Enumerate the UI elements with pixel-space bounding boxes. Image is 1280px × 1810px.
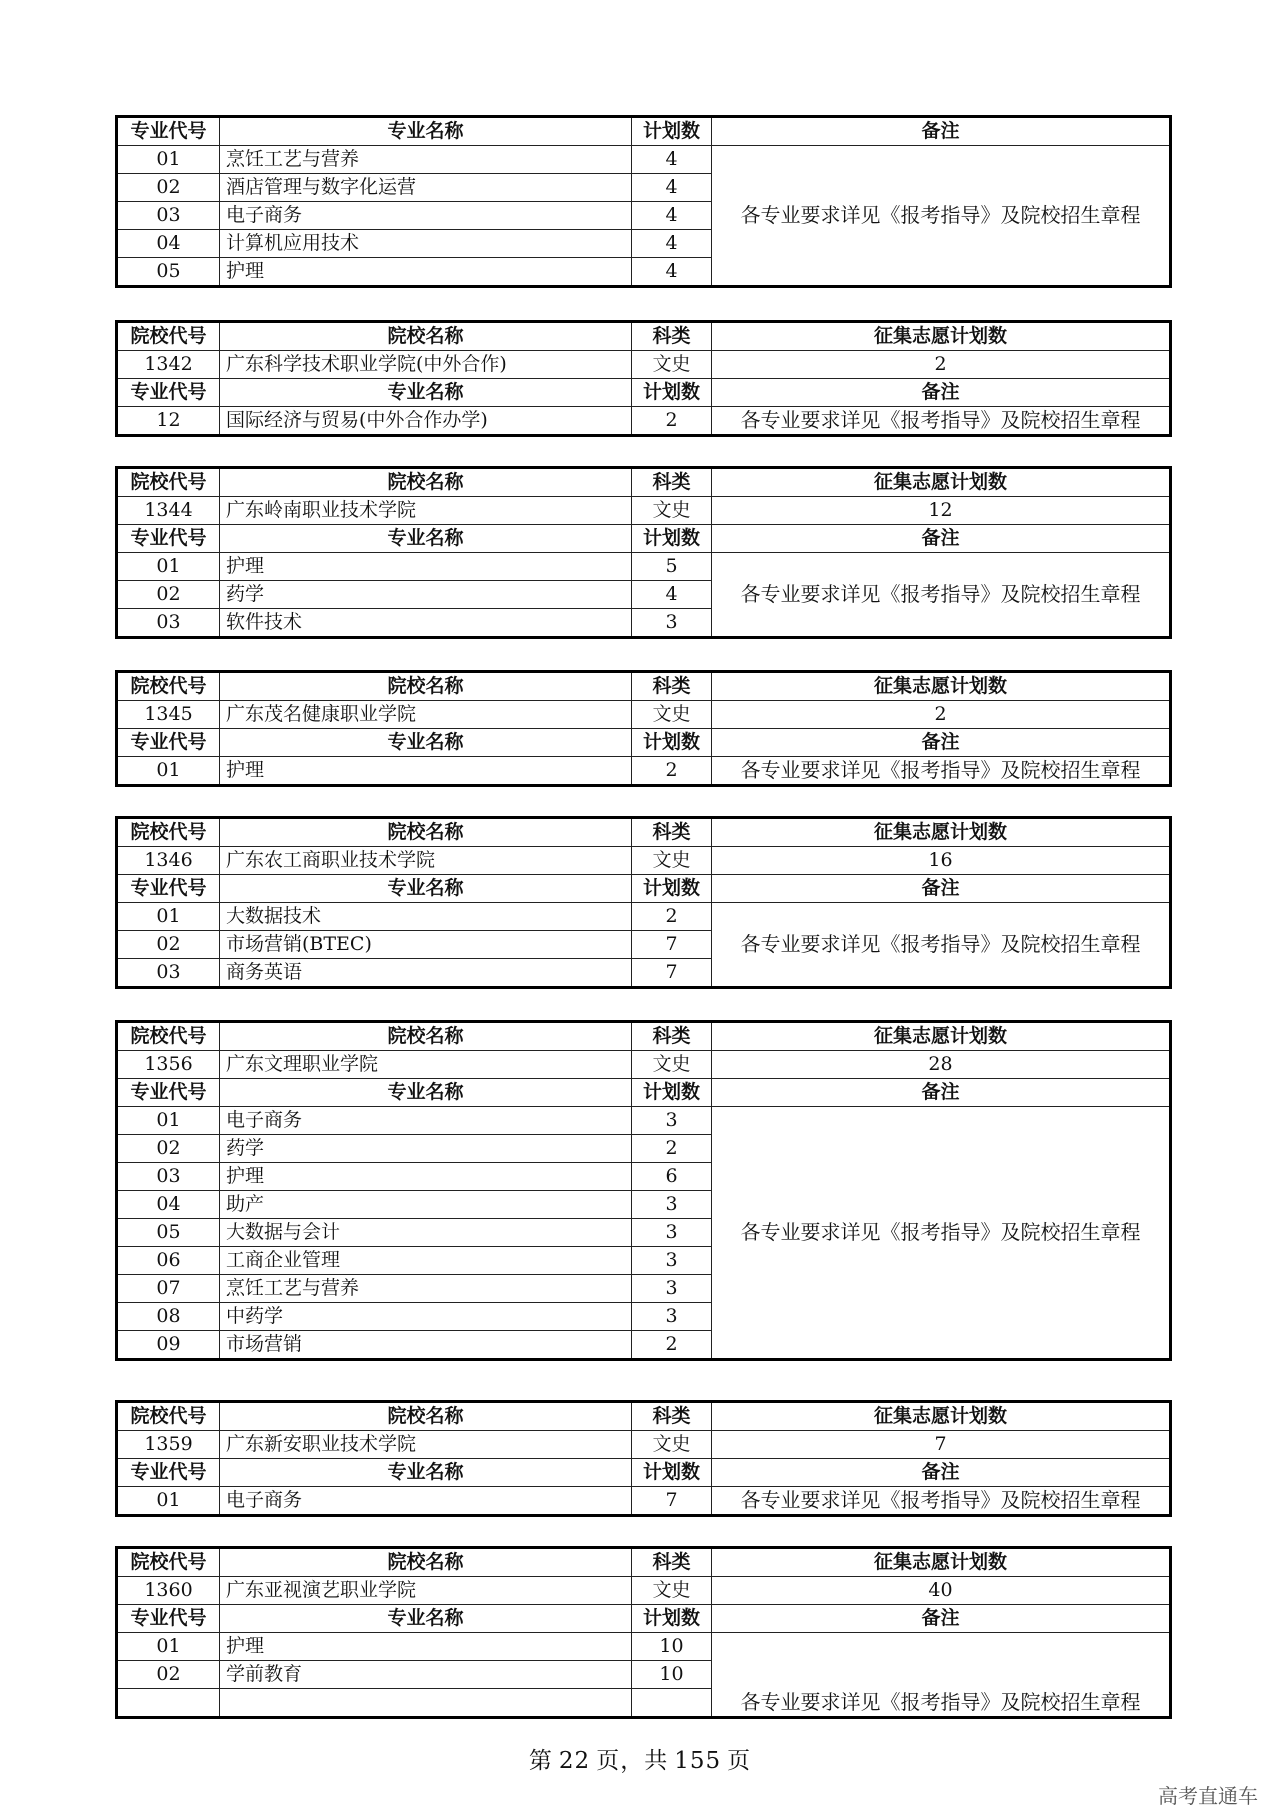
school-code-header: 院校代号 <box>117 468 220 497</box>
plan-count-header: 计划数 <box>632 1605 712 1633</box>
remark-header: 备注 <box>712 1459 1171 1487</box>
category: 文史 <box>632 351 712 379</box>
plan-count: 2 <box>632 1331 712 1360</box>
major-name: 电子商务 <box>220 1487 632 1516</box>
school-row <box>117 1431 1171 1459</box>
school-header-row <box>117 1022 1171 1051</box>
plan-total-header: 征集志愿计划数 <box>712 322 1171 351</box>
remark-header: 备注 <box>712 1605 1171 1633</box>
category-header: 科类 <box>632 1548 712 1577</box>
major-name: 国际经济与贸易(中外合作办学) <box>220 407 632 436</box>
school-header-row <box>117 1402 1171 1431</box>
category: 文史 <box>632 1577 712 1605</box>
category: 文史 <box>632 701 712 729</box>
plan-total-header: 征集志愿计划数 <box>712 672 1171 701</box>
plan-count-header: 计划数 <box>632 117 712 146</box>
plan-count: 4 <box>632 581 712 609</box>
major-code: 02 <box>117 1135 220 1163</box>
major-code: 07 <box>117 1275 220 1303</box>
remark-cell: 各专业要求详见《报考指导》及院校招生章程 <box>712 1633 1171 1718</box>
major-name: 药学 <box>220 1135 632 1163</box>
major-name: 市场营销 <box>220 1331 632 1360</box>
school-code-header: 院校代号 <box>117 672 220 701</box>
table-row <box>117 407 1171 436</box>
remark-header: 备注 <box>712 117 1171 146</box>
major-name: 市场营销(BTEC) <box>220 931 632 959</box>
major-name: 电子商务 <box>220 1107 632 1135</box>
major-name-header: 专业名称 <box>220 1079 632 1107</box>
remark-header: 备注 <box>712 379 1171 407</box>
major-name: 大数据与会计 <box>220 1219 632 1247</box>
major-header-row <box>117 1079 1171 1107</box>
major-code: 01 <box>117 553 220 581</box>
watermark: 高考直通车 <box>1158 1784 1258 1808</box>
category-header: 科类 <box>632 1402 712 1431</box>
plan-count: 4 <box>632 202 712 230</box>
remark-header: 备注 <box>712 875 1171 903</box>
major-code-header: 专业代号 <box>117 1459 220 1487</box>
major-header-row <box>117 729 1171 757</box>
school-table-1346 <box>115 816 1172 989</box>
major-name: 商务英语 <box>220 959 632 988</box>
school-code-header: 院校代号 <box>117 818 220 847</box>
table-row <box>117 553 1171 581</box>
major-name: 烹饪工艺与营养 <box>220 146 632 174</box>
school-code: 1359 <box>117 1431 220 1459</box>
plan-total-header: 征集志愿计划数 <box>712 1548 1171 1577</box>
plan-count: 6 <box>632 1163 712 1191</box>
major-name: 药学 <box>220 581 632 609</box>
plan-total: 2 <box>712 701 1171 729</box>
school-code: 1345 <box>117 701 220 729</box>
major-code: 01 <box>117 1107 220 1135</box>
plan-count-header: 计划数 <box>632 525 712 553</box>
school-code: 1344 <box>117 497 220 525</box>
major-code-header: 专业代号 <box>117 1605 220 1633</box>
school-table-1359 <box>115 1400 1172 1517</box>
major-name: 护理 <box>220 757 632 786</box>
school-header-row <box>117 818 1171 847</box>
school-name: 广东新安职业技术学院 <box>220 1431 632 1459</box>
major-code: 01 <box>117 757 220 786</box>
major-code-header: 专业代号 <box>117 1079 220 1107</box>
major-name: 软件技术 <box>220 609 632 638</box>
major-code: 01 <box>117 1633 220 1661</box>
plan-count: 2 <box>632 903 712 931</box>
category-header: 科类 <box>632 1022 712 1051</box>
major-header-row <box>117 117 1171 146</box>
major-name: 工商企业管理 <box>220 1247 632 1275</box>
major-name: 助产 <box>220 1191 632 1219</box>
plan-count: 5 <box>632 553 712 581</box>
school-row <box>117 351 1171 379</box>
plan-count: 7 <box>632 931 712 959</box>
major-name: 护理 <box>220 1633 632 1661</box>
school-header-row <box>117 322 1171 351</box>
major-header-row <box>117 1459 1171 1487</box>
major-name: 烹饪工艺与营养 <box>220 1275 632 1303</box>
school-code-header: 院校代号 <box>117 1402 220 1431</box>
category-header: 科类 <box>632 672 712 701</box>
school-name: 广东岭南职业技术学院 <box>220 497 632 525</box>
table-row <box>117 1107 1171 1135</box>
remark-header: 备注 <box>712 729 1171 757</box>
major-header-row <box>117 379 1171 407</box>
remark-cell: 各专业要求详见《报考指导》及院校招生章程 <box>712 903 1171 988</box>
school-header-row <box>117 468 1171 497</box>
plan-count: 4 <box>632 258 712 287</box>
plan-count: 2 <box>632 1135 712 1163</box>
plan-count: 4 <box>632 230 712 258</box>
remark-cell: 各专业要求详见《报考指导》及院校招生章程 <box>712 553 1171 638</box>
remark-cell: 各专业要求详见《报考指导》及院校招生章程 <box>712 757 1171 786</box>
school-row <box>117 497 1171 525</box>
plan-count: 7 <box>632 1487 712 1516</box>
plan-total-header: 征集志愿计划数 <box>712 468 1171 497</box>
major-code: 06 <box>117 1247 220 1275</box>
remark-header: 备注 <box>712 1079 1171 1107</box>
school-name-header: 院校名称 <box>220 672 632 701</box>
school-table-1356 <box>115 1020 1172 1361</box>
school-row <box>117 1577 1171 1605</box>
school-row <box>117 847 1171 875</box>
school-name-header: 院校名称 <box>220 818 632 847</box>
category-header: 科类 <box>632 818 712 847</box>
plan-total: 12 <box>712 497 1171 525</box>
school-name-header: 院校名称 <box>220 1402 632 1431</box>
major-code: 01 <box>117 903 220 931</box>
page-cut-container <box>115 1546 1169 1714</box>
major-code: 09 <box>117 1331 220 1360</box>
school-name: 广东科学技术职业学院(中外合作) <box>220 351 632 379</box>
plan-count: 7 <box>632 959 712 988</box>
major-header-row <box>117 875 1171 903</box>
remark-cell: 各专业要求详见《报考指导》及院校招生章程 <box>712 146 1171 287</box>
school-name-header: 院校名称 <box>220 1548 632 1577</box>
remark-cell: 各专业要求详见《报考指导》及院校招生章程 <box>712 407 1171 436</box>
major-code: 03 <box>117 202 220 230</box>
page-number <box>0 1742 1280 1775</box>
school-name: 广东茂名健康职业学院 <box>220 701 632 729</box>
school-code: 1356 <box>117 1051 220 1079</box>
plan-count: 3 <box>632 1219 712 1247</box>
page-suffix: 页 <box>727 1748 752 1774</box>
page-middle: 页，共 <box>596 1748 669 1774</box>
plan-count: 3 <box>632 1303 712 1331</box>
plan-count-header: 计划数 <box>632 1079 712 1107</box>
remark-cell: 各专业要求详见《报考指导》及院校招生章程 <box>712 1107 1171 1360</box>
major-code: 01 <box>117 1487 220 1516</box>
school-name: 广东亚视演艺职业学院 <box>220 1577 632 1605</box>
plan-count <box>632 1689 712 1718</box>
major-name: 护理 <box>220 553 632 581</box>
school-code: 1346 <box>117 847 220 875</box>
major-name-header: 专业名称 <box>220 379 632 407</box>
plan-count-header: 计划数 <box>632 875 712 903</box>
plan-total-header: 征集志愿计划数 <box>712 818 1171 847</box>
category: 文史 <box>632 847 712 875</box>
major-name-header: 专业名称 <box>220 1459 632 1487</box>
school-name: 广东文理职业学院 <box>220 1051 632 1079</box>
major-name-header: 专业名称 <box>220 729 632 757</box>
plan-total: 7 <box>712 1431 1171 1459</box>
major-code-header: 专业代号 <box>117 729 220 757</box>
table-row <box>117 903 1171 931</box>
major-name: 学前教育 <box>220 1661 632 1689</box>
school-header-row <box>117 672 1171 701</box>
major-code: 02 <box>117 174 220 202</box>
current-page: 22 <box>558 1748 591 1774</box>
school-row <box>117 1051 1171 1079</box>
school-code-header: 院校代号 <box>117 322 220 351</box>
major-code: 04 <box>117 230 220 258</box>
major-header-row <box>117 525 1171 553</box>
major-code-header: 专业代号 <box>117 379 220 407</box>
major-code <box>117 1689 220 1718</box>
plan-count: 3 <box>632 1107 712 1135</box>
plan-total: 16 <box>712 847 1171 875</box>
school-row <box>117 701 1171 729</box>
remark-cell: 各专业要求详见《报考指导》及院校招生章程 <box>712 1487 1171 1516</box>
plan-total: 40 <box>712 1577 1171 1605</box>
school-code-header: 院校代号 <box>117 1548 220 1577</box>
plan-count: 3 <box>632 1191 712 1219</box>
major-code: 05 <box>117 258 220 287</box>
remark-header: 备注 <box>712 525 1171 553</box>
school-table-1342 <box>115 320 1172 437</box>
major-name-header: 专业名称 <box>220 525 632 553</box>
plan-count: 3 <box>632 609 712 638</box>
table-row <box>117 146 1171 174</box>
school-code: 1342 <box>117 351 220 379</box>
major-header-row <box>117 1605 1171 1633</box>
category: 文史 <box>632 1431 712 1459</box>
continued-major-table <box>115 115 1172 288</box>
plan-count-header: 计划数 <box>632 729 712 757</box>
major-code: 03 <box>117 609 220 638</box>
category: 文史 <box>632 1051 712 1079</box>
plan-count-header: 计划数 <box>632 379 712 407</box>
major-name-header: 专业名称 <box>220 117 632 146</box>
total-pages: 155 <box>674 1748 722 1774</box>
plan-count: 2 <box>632 407 712 436</box>
major-code: 04 <box>117 1191 220 1219</box>
category-header: 科类 <box>632 322 712 351</box>
school-table-1344 <box>115 466 1172 639</box>
table-row <box>117 1633 1171 1661</box>
school-name-header: 院校名称 <box>220 1022 632 1051</box>
major-name: 计算机应用技术 <box>220 230 632 258</box>
major-name: 大数据技术 <box>220 903 632 931</box>
major-code: 02 <box>117 1661 220 1689</box>
major-code-header: 专业代号 <box>117 525 220 553</box>
table-row <box>117 757 1171 786</box>
school-name-header: 院校名称 <box>220 322 632 351</box>
plan-total: 28 <box>712 1051 1171 1079</box>
major-name-header: 专业名称 <box>220 1605 632 1633</box>
school-name-header: 院校名称 <box>220 468 632 497</box>
plan-count-header: 计划数 <box>632 1459 712 1487</box>
plan-total-header: 征集志愿计划数 <box>712 1022 1171 1051</box>
major-name: 酒店管理与数字化运营 <box>220 174 632 202</box>
major-code: 03 <box>117 1163 220 1191</box>
category: 文史 <box>632 497 712 525</box>
major-name: 护理 <box>220 1163 632 1191</box>
plan-count: 3 <box>632 1275 712 1303</box>
plan-count: 4 <box>632 146 712 174</box>
page-prefix: 第 <box>528 1748 553 1774</box>
major-code: 02 <box>117 581 220 609</box>
school-code-header: 院校代号 <box>117 1022 220 1051</box>
major-code: 05 <box>117 1219 220 1247</box>
major-code-header: 专业代号 <box>117 117 220 146</box>
school-table-1360 <box>115 1546 1172 1719</box>
category-header: 科类 <box>632 468 712 497</box>
plan-count: 4 <box>632 174 712 202</box>
plan-count: 10 <box>632 1633 712 1661</box>
plan-count: 2 <box>632 757 712 786</box>
major-code-header: 专业代号 <box>117 875 220 903</box>
major-name-header: 专业名称 <box>220 875 632 903</box>
major-code: 03 <box>117 959 220 988</box>
table-row <box>117 1487 1171 1516</box>
school-table-1345 <box>115 670 1172 787</box>
major-code: 02 <box>117 931 220 959</box>
plan-count: 10 <box>632 1661 712 1689</box>
plan-count: 3 <box>632 1247 712 1275</box>
major-name <box>220 1689 632 1718</box>
major-code: 01 <box>117 146 220 174</box>
plan-total-header: 征集志愿计划数 <box>712 1402 1171 1431</box>
school-header-row <box>117 1548 1171 1577</box>
major-name: 电子商务 <box>220 202 632 230</box>
major-code: 12 <box>117 407 220 436</box>
school-name: 广东农工商职业技术学院 <box>220 847 632 875</box>
plan-total: 2 <box>712 351 1171 379</box>
major-code: 08 <box>117 1303 220 1331</box>
major-name: 中药学 <box>220 1303 632 1331</box>
major-name: 护理 <box>220 258 632 287</box>
school-code: 1360 <box>117 1577 220 1605</box>
